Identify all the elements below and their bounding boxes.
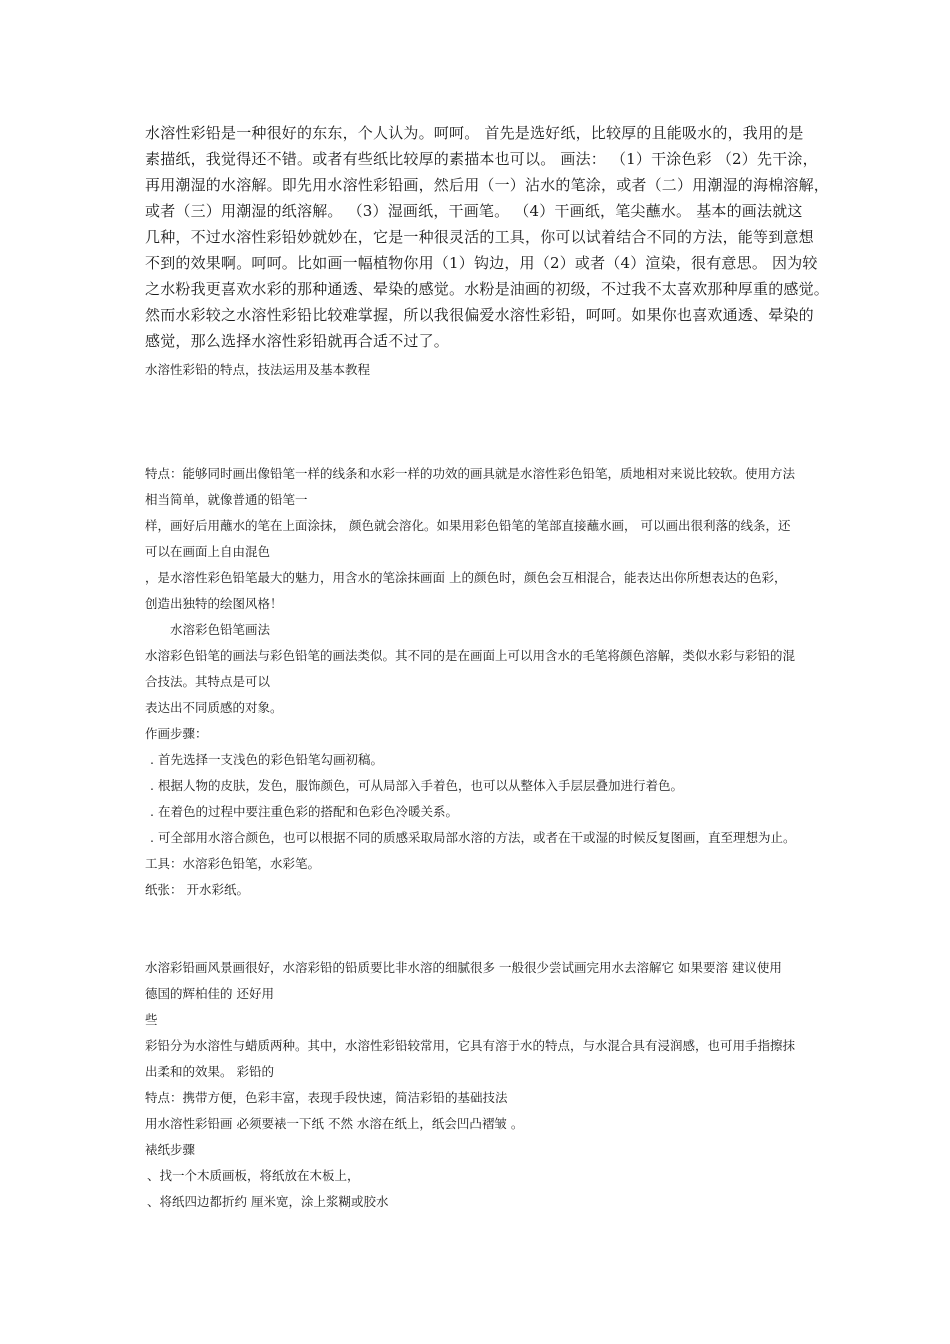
intro-paragraph xyxy=(145,120,830,354)
text-line: 德国的辉柏佳的 还好用 xyxy=(145,986,274,1001)
text-line: 彩铅分为水溶性与蜡质两种。其中，水溶性彩铅较常用，它具有溶于水的特点，与水混合具有浸润感，也可用手指擦抹 xyxy=(145,1038,796,1053)
text-line: 裱纸步骤 xyxy=(145,1142,196,1157)
text-line: 水溶彩铅画风景画很好，水溶彩铅的铅质要比非水溶的细腻很多 一般很少尝试画完用水去溶解它 如果要溶 建议使用 xyxy=(145,960,782,975)
step-item: 、找一个木质画板，将纸放在木板上， xyxy=(147,1168,360,1183)
intro-line: 几种，不过水溶性彩铅妙就妙在，它是一种很灵活的工具，你可以试着结合不同的方法，能等到意想 xyxy=(145,228,814,246)
text-line: 些 xyxy=(145,1012,158,1027)
subheading: 水溶彩色铅笔画法 xyxy=(170,622,271,637)
text-line: 相当简单，就像普通的铅笔一 xyxy=(145,492,308,507)
intro-line: 素描纸，我觉得还不错。或者有些纸比较厚的素描本也可以。 画法： （1）干涂色彩 （2）先干涂， xyxy=(145,150,818,168)
step-item: . 根据人物的皮肤，发色，服饰颜色，可从局部入手着色，也可以从整体入手层层叠加进行着色。 xyxy=(150,778,683,793)
text-line: 水溶彩色铅笔的画法与彩色铅笔的画法类似。其不同的是在画面上可以用含水的毛笔将颜色溶解，类似水彩与彩铅的混 xyxy=(145,648,796,663)
text-line: 特点：能够同时画出像铅笔一样的线条和水彩一样的功效的画具就是水溶性彩色铅笔，质地相对来说比较软。使用方法 xyxy=(145,466,796,481)
step-item: . 可全部用水溶合颜色，也可以根据不同的质感采取局部水溶的方法，或者在干或湿的时候反复图画，直至理想为止。 xyxy=(150,830,796,845)
text-line: 作画步骤： xyxy=(145,726,208,741)
intro-line: 然而水彩较之水溶性彩铅比较难掌握，所以我很偏爱水溶性彩铅，呵呵。如果你也喜欢通透、晕染的 xyxy=(145,306,814,324)
text-line: 工具：水溶彩色铅笔，水彩笔。 xyxy=(145,856,321,871)
step-item: 、将纸四边都折约 厘米宽，涂上浆糊或胶水 xyxy=(147,1194,389,1209)
text-line: 表达出不同质感的对象。 xyxy=(145,700,283,715)
section-title: 水溶性彩铅的特点，技法运用及基本教程 xyxy=(145,362,371,377)
text-line: 可以在画面上自由混色 xyxy=(145,544,271,559)
intro-line: 感觉，那么选择水溶性彩铅就再合适不过了。 xyxy=(145,332,450,350)
text-line: 特点：携带方便，色彩丰富，表现手段快速，简洁彩铅的基础技法 xyxy=(145,1090,508,1105)
text-line: 创造出独特的绘图风格！ xyxy=(145,596,283,611)
text-line: 出柔和的效果。 彩铅的 xyxy=(145,1064,274,1079)
text-line: 纸张： 开水彩纸。 xyxy=(145,882,249,897)
step-item: . 首先选择一支浅色的彩色铅笔勾画初稿。 xyxy=(150,752,383,767)
intro-line: 不到的效果啊。呵呵。比如画一幅植物你用（1）钩边，用（2）或者（4）渲染，很有意思。 因为较 xyxy=(145,254,818,272)
intro-line: 之水粉我更喜欢水彩的那种通透、晕染的感觉。水粉是油画的初级，不过我不太喜欢那种厚重的感觉。 xyxy=(145,280,830,298)
text-line: 用水溶性彩铅画 必须要裱一下纸 不然 水溶在纸上，纸会凹凸褶皱 。 xyxy=(145,1116,524,1131)
text-line: ，是水溶性彩色铅笔最大的魅力，用含水的笔涂抹画面 上的颜色时，颜色会互相混合，能表达出你所想表达的色彩， xyxy=(145,570,787,585)
intro-line: 再用潮湿的水溶解。即先用水溶性彩铅画，然后用（一）沾水的笔涂，或者（二）用潮湿的海棉溶解， xyxy=(145,176,830,194)
intro-line: 或者（三）用潮湿的纸溶解。 （3）湿画纸，干画笔。 （4）干画纸，笔尖蘸水。 基本的画法就这 xyxy=(145,202,803,220)
step-item: . 在着色的过程中要注重色彩的搭配和色彩色冷暖关系。 xyxy=(150,804,458,819)
intro-line: 水溶性彩铅是一种很好的东东，个人认为。呵呵。 首先是选好纸，比较厚的且能吸水的，我用的是 xyxy=(145,124,804,142)
text-line: 样，画好后用蘸水的笔在上面涂抹， 颜色就会溶化。如果用彩色铅笔的笔部直接蘸水画， 可以画出很利落的线条，还 xyxy=(145,518,791,533)
text-line: 合技法。其特点是可以 xyxy=(145,674,271,689)
